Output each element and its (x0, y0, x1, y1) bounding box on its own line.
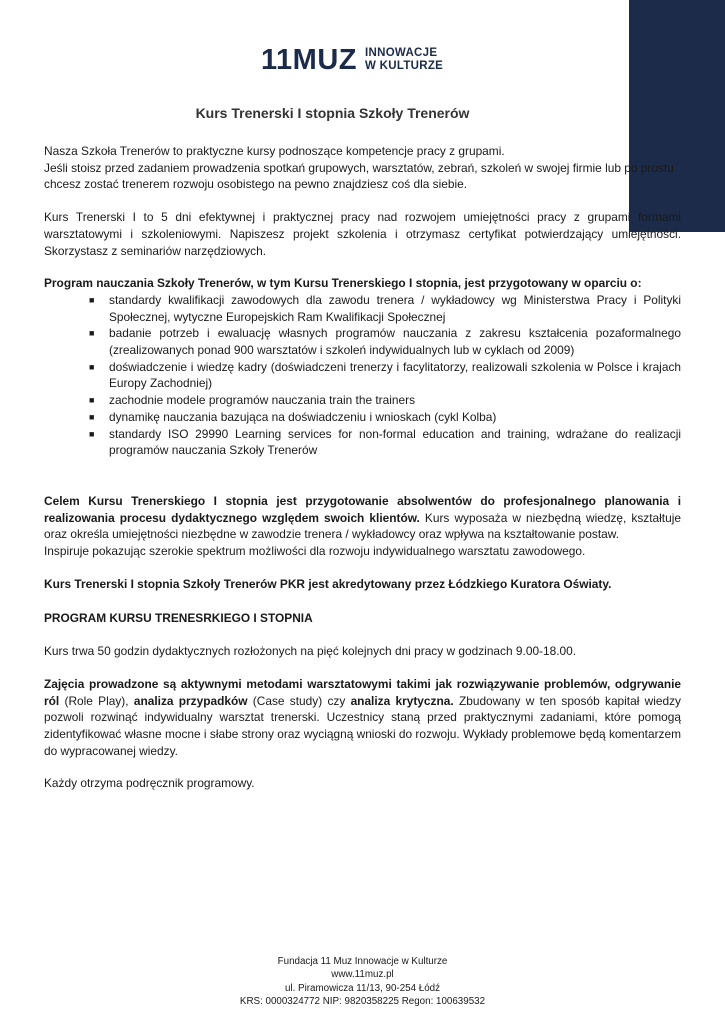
methods-paragraph: Zajęcia prowadzone są aktywnymi metodami warsztatowymi takimi jak rozwiązywanie problemów, odgrywanie ról (Role Play), analiza przypadków (Case study) czy analiza krytyczna. Zbudowany w ten sposób kapitał wiedzy pozwoli rozwinąć indywidualny warsztat trenerski. Uczestnicy staną przed praktycznymi zadaniami, które pomogą zidentyfikować własne mocne i słabe strony oraz wyciągną wnioski do rozwoju. Wykłady problemowe będą komentarzem do wypracowanej wiedzy. (44, 676, 681, 758)
footer-org-name: Fundacja 11 Muz Innowacje w Kulturze (277, 956, 448, 967)
intro-line-1: Nasza Szkoła Trenerów to praktyczne kursy podnoszące kompetencje pracy z grupami. (44, 144, 505, 158)
list-item: ■ standardy kwalifikacji zawodowych dla zawodu trenera / wykładowcy wg Ministerstwa Pracy i Polityki Społecznej, wytyczne Europejskich Ram Kwalifikacji Społecznej (89, 292, 681, 324)
list-item: ■ zachodnie modele programów nauczania train the trainers (89, 393, 416, 408)
intro-paragraph-2: Kurs Trenerski I to 5 dni efektywnej i praktycznej pracy nad rozwojem umiejętności pracy z grupami formami warsztatowymi i szkoleniowymi. Napiszesz projekt szkolenia i otrzymasz certyfikat potwierdzający umiejętności. Skorzystasz z seminariów narzędziowych. (44, 210, 681, 258)
list-item: ■ doświadczenie i wiedzę kadry (doświadczeni trenerzy i facylitatorzy, realizowali szkolenia w Polsce i krajach Europy Zachodniej) (89, 359, 681, 391)
bullet-square-icon: ■ (89, 328, 95, 339)
course-goal-paragraph: Celem Kursu Trenerskiego I stopnia jest przygotowanie absolwentów do profesjonalnego planowania i realizowania procesu dydaktycznego względem swoich klientów. Kurs wyposaża w niezbędną wiedzę, kształtuje oraz określa umiejętności niezbędne w zawodzie trenera / wykładowcy oraz wpływa na kształtowanie postaw. (44, 493, 681, 542)
course-goal-line-2: Inspiruje pokazując szerokie spektrum możliwości dla rozwoju indywidualnego warsztatu zawodowego. (44, 544, 586, 559)
list-item: ■ dynamikę nauczania bazująca na doświadczeniu i wnioskach (cykl Kolba) (89, 409, 497, 424)
bullet-square-icon: ■ (89, 395, 95, 406)
handbook-note: Każdy otrzyma podręcznik programowy. (44, 776, 255, 791)
bullet-square-icon: ■ (89, 294, 95, 305)
course-duration: Kurs trwa 50 godzin dydaktycznych rozłożonych na pięć kolejnych dni pracy w godzinach 9.00-18.00. (44, 644, 577, 659)
intro-line-2: Jeśli stoisz przed zadaniem prowadzenia spotkań grupowych, warsztatów, zebrań, szkoleń w swojej firmie lub po prostu chcesz zostać trenerem rozwoju osobistego na pewno znajdziesz coś dla siebie. (44, 160, 674, 192)
document-title: Kurs Trenerski I stopnia Szkoły Trenerów (195, 105, 470, 121)
document-body (44, 143, 681, 792)
logo-wordmark: 11MUZ (261, 44, 357, 76)
brand-logo (261, 44, 443, 76)
bullet-square-icon: ■ (89, 361, 95, 372)
logo-tagline-line1: INNOWACJE (364, 47, 438, 59)
footer-website-link[interactable]: www.11muz.pl (331, 969, 394, 981)
program-basis-list (44, 292, 681, 459)
logo-tagline (365, 47, 443, 73)
footer-address: ul. Piramowicza 11/13, 90-254 Łódź (284, 982, 441, 994)
footer-registry-numbers: KRS: 0000324772 NIP: 9820358225 Regon: 100639532 (239, 996, 486, 1008)
page-footer (0, 955, 725, 1009)
bullet-square-icon: ■ (89, 411, 95, 422)
program-section-heading: PROGRAM KURSU TRENESRKIEGO I STOPNIA (44, 611, 313, 626)
list-item: ■ standardy ISO 29990 Learning services for non-formal education and training, wdrażane do realizacji programów nauczania Szkoły Trenerów (89, 426, 681, 458)
accreditation-statement: Kurs Trenerski I stopnia Szkoły Trenerów PKR jest akredytowany przez Łódzkiego Kuratora Oświaty. (44, 576, 612, 591)
program-basis-heading: Program nauczania Szkoły Trenerów, w tym Kursu Trenerskiego I stopnia, jest przygotowany w oparciu o: (44, 276, 642, 291)
bullet-square-icon: ■ (89, 428, 95, 439)
list-item: ■ badanie potrzeb i ewaluację własnych programów nauczania z zakresu kształcenia pozaformalnego (zrealizowanych ponad 900 warsztatów i szkoleń indywidualnych lub w cyklach od 2009) (89, 326, 681, 358)
logo-tagline-line2: W KULTURZE (364, 60, 444, 72)
